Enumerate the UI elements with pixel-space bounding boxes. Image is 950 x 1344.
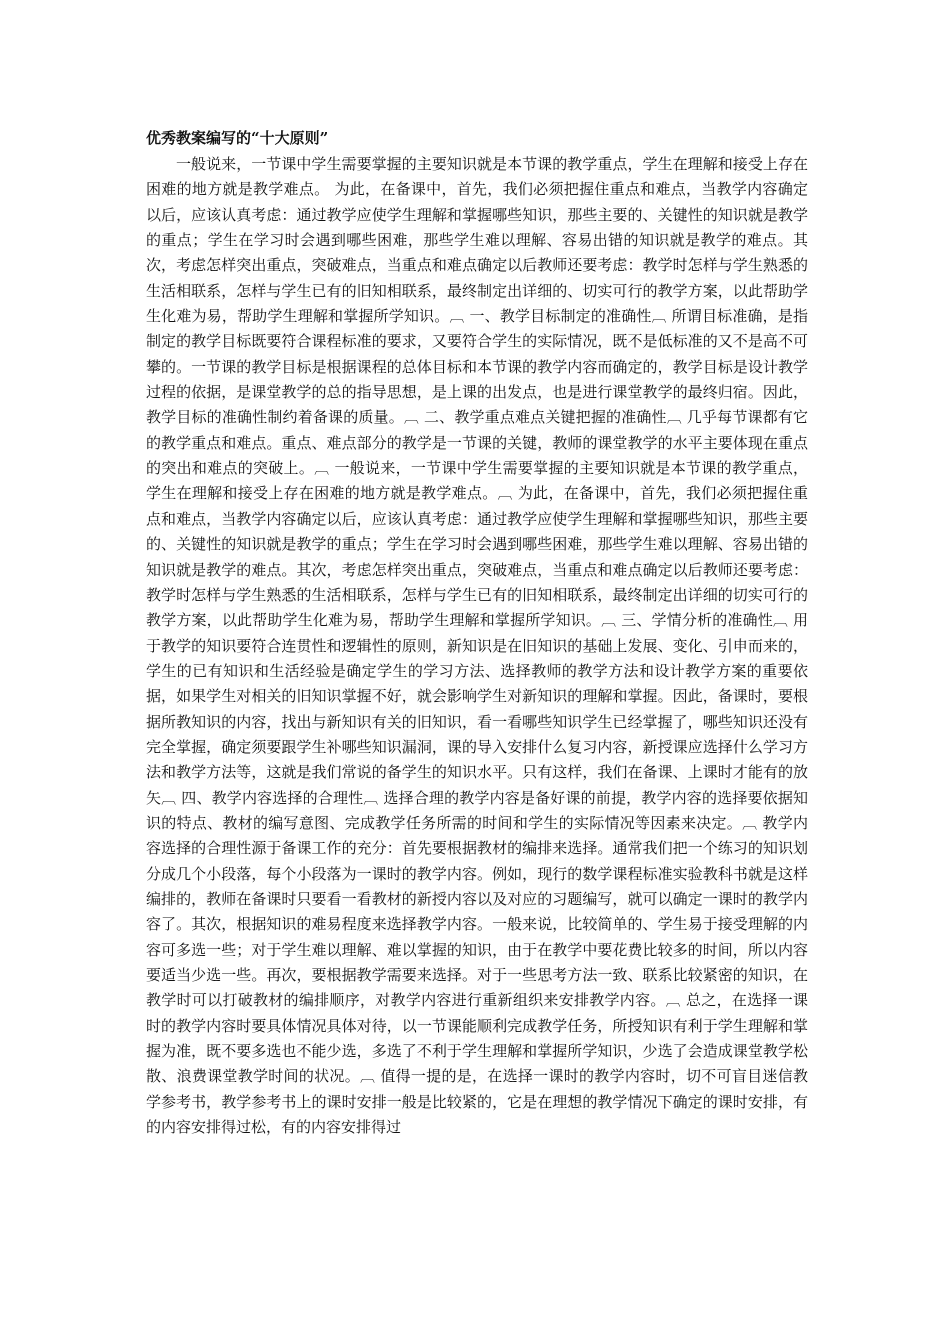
document-body: 一般说来，一节课中学生需要掌握的主要知识就是本节课的教学重点，学生在理解和接受上存在困难的地方就是教学难点。 为此，在备课中，首先，我们必须把握住重点和难点，当教学内容确定以后，应该认真考虑：通过教学应使学生理解和掌握哪些知识，那些主要的、关键性的知识就是教学的重点；学生在学习时会遇到哪些困难，那些学生难以理解、容易出错的知识就是教学的难点。其次，考虑怎样突出重点，突破难点，当重点和难点确定以后教师还要考虑：教学时怎样与学生熟悉的生活相联系，怎样与学生已有的旧知相联系，最终制定出详细的、切实可行的教学方案，以此帮助学生化难为易，帮助学生理解和掌握所学知识。︹ 一、教学目标制定的准确性︹ 所谓目标准确，是指制定的教学目标既要符合课程标准的要求，又要符合学生的实际情况，既不是低标准的又不是高不可攀的。一节课的教学目标是根据课程的总体目标和本节课的教学内容而确定的，教学目标是设计教学过程的依据，是课堂教学的总的指导思想，是上课的出发点，也是进行课堂教学的最终归宿。因此，教学目标的准确性制约着备课的质量。︹ 二、教学重点难点关键把握的准确性︹ 几乎每节课都有它的教学重点和难点。重点、难点部分的教学是一节课的关键，教师的课堂教学的水平主要体现在重点的突出和难点的突破上。︹ 一般说来，一节课中学生需要掌握的主要知识就是本节课的教学重点，学生在理解和接受上存在困难的地方就是教学难点。︹ 为此，在备课中，首先，我们必须把握住重点和难点，当教学内容确定以后，应该认真考虑：通过教学应使学生理解和掌握哪些知识，那些主要的、关键性的知识就是教学的重点；学生在学习时会遇到哪些困难，那些学生难以理解、容易出错的知识就是教学的难点。其次，考虑怎样突出重点，突破难点，当重点和难点确定以后教师还要考虑：教学时怎样与学生熟悉的生活相联系，怎样与学生已有的旧知相联系，最终制定出详细的切实可行的教学方案，以此帮助学生化难为易，帮助学生理解和掌握所学知识。︹ 三、学情分析的准确性︹ 用于教学的知识要符合连贯性和逻辑性的原则，新知识是在旧知识的基础上发展、变化、引申而来的，学生的已有知识和生活经验是确定学生的学习方法、选择教师的教学方法和设计教学方案的重要依据，如果学生对相关的旧知识掌握不好，就会影响学生对新知识的理解和掌握。因此，备课时，要根据所教知识的内容，找出与新知识有关的旧知识，看一看哪些知识学生已经掌握了，哪些知识还没有完全掌握，确定须要跟学生补哪些知识漏洞，课的导入安排什么复习内容，新授课应选择什么学习方法和教学方法等，这就是我们常说的备学生的知识水平。只有这样，我们在备课、上课时才能有的放矢︹ 四、教学内容选择的合理性︹ 选择合理的教学内容是备好课的前提，教学内容的选择要依据知识的特点、教材的编写意图、完成教学任务所需的时间和学生的实际情况等因素来决定。︹ 教学内容选择的合理性源于备课工作的充分：首先要根据教材的编排来选择。通常我们把一个练习的知识划分成几个小段落，每个小段落为一课时的教学内容。例如，现行的数学课程标准实验教科书就是这样编排的，教师在备课时只要看一看教材的新授内容以及对应的习题编写，就可以确定一课时的教学内容了。其次，根据知识的难易程度来选择教学内容。一般来说，比较简单的、学生易于接受理解的内容可多选一些；对于学生难以理解、难以掌握的知识，由于在教学中要花费比较多的时间，所以内容要适当少选一些。再次，要根据教学需要来选择。对于一些思考方法一致、联系比较紧密的知识，在教学时可以打破教材的编排顺序，对教学内容进行重新组织来安排教学内容。︹ 总之，在选择一课时的教学内容时要具体情况具体对待，以一节课能顺利完成教学任务，所授知识有利于学生理解和掌握为准，既不要多选也不能少选，多选了不利于学生理解和掌握所学知识，少选了会造成课堂教学松散、浪费课堂教学时间的状况。︹ 值得一提的是，在选择一课时的教学内容时，切不可盲目迷信教学参考书，教学参考书上的课时安排一般是比较紧的，它是在理想的教学情况下确定的课时安排，有的内容安排得过松，有的内容安排得过 bbox=[146, 155, 808, 1137]
document-title: 优秀教案编写的“十大原则” bbox=[146, 129, 329, 147]
document-content bbox=[146, 126, 808, 1140]
